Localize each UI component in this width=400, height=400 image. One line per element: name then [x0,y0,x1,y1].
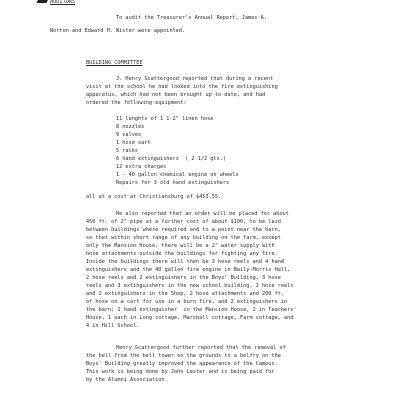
para2-line: and 2 extinguishers in the Shop, 2 hose attachments and 200 ft. [86,291,285,297]
para2-line: extinguishers and the 40 gallon fire engine in Baily-Morris Hall, [86,267,291,273]
para3-line: the bell from the bell tower on the grounds to a belfry on the [86,353,281,359]
para3-line: Boys' Building greatly improved the appearance of the Campus. [86,361,278,367]
para2-line: only the Mansion House, there will be a 2" water supply with [86,243,275,249]
para2-line: the barn; 1 hand extinguisher in the Mansion House, 2 in Teachers' [86,307,297,313]
equipment-item: 6 hand extinguishers ( 2 1/2 qts.) [116,156,227,162]
equipment-item: 9 valves [116,132,142,138]
para2-line: hose attachments outside the buildings for fighting any fire. [86,251,278,257]
equipment-item: 11 lenghts of 1 1-2" linen hose [116,116,214,122]
auditors-line-1: To audit the Treasurer's Annual Report, James A. [116,15,267,21]
para3-line: Henry Scattergood further reported that the removal of [116,345,286,351]
equipment-item: 1 hose cart [116,140,151,146]
para2-line: of hose on a cart for use in a burn fire, and 2 extinguishers in [86,299,288,305]
para3-line: This work is being done by John Lester and is being paid for [86,369,275,375]
equipment-item: 12 extra charges [116,164,167,170]
para2-line: House, 1 each in Long cottage, Marshall cottage, Farm cottage, and [86,315,294,321]
para2-line: 4 in Hill School. [86,323,140,329]
para2-line: He also reported that an order will be placed for about [116,211,289,217]
auditors-line-2: Norton and Edward H. Wister were appointed. [50,28,186,34]
auditors-heading: AUDITORS [50,0,76,5]
para2-line: 450 ft. of 2" pipe at a further cost of about $100, to be laid [86,219,281,225]
para2-line: so that within short range of any building on the farm, except [86,235,281,241]
building-heading: BUILDING COMMITTEE [86,60,143,66]
equipment-item: 1 - 40 gallon chemical engine on wheels [116,172,239,178]
cost-line: all at a cost at Christiansburg of $453.55. [86,194,222,200]
ink-mark [36,0,49,3]
intro-line-3: apparatus, which had not been brought up to date, and had [86,92,266,98]
para2-line: Inside the buildings there will then be 3 hose reels and 4 hand [86,259,285,265]
equipment-item: Repairs for 3 old hand extinguishers [116,180,230,186]
para2-line: 2 hose reels and 2 extinguishers in the Boys' Building, 3 hose [86,275,281,281]
intro-line-1: J. Henry Scattergood reported that during a recent [116,76,274,82]
para2-line: reels and 3 extinguishers in the new school building, 2 hose reels [86,283,294,289]
equipment-item: 8 nozzles [116,124,145,130]
para2-line: between buildings where required and to a point near the barn, [86,227,281,233]
intro-line-2: visit at the school he had looked into the fire extinguishing [86,84,278,90]
para3-line: by the Alumni Association. [86,377,168,383]
equipment-item: 5 racks [116,148,139,154]
intro-line-4: ordered the following equipment: [86,100,187,106]
